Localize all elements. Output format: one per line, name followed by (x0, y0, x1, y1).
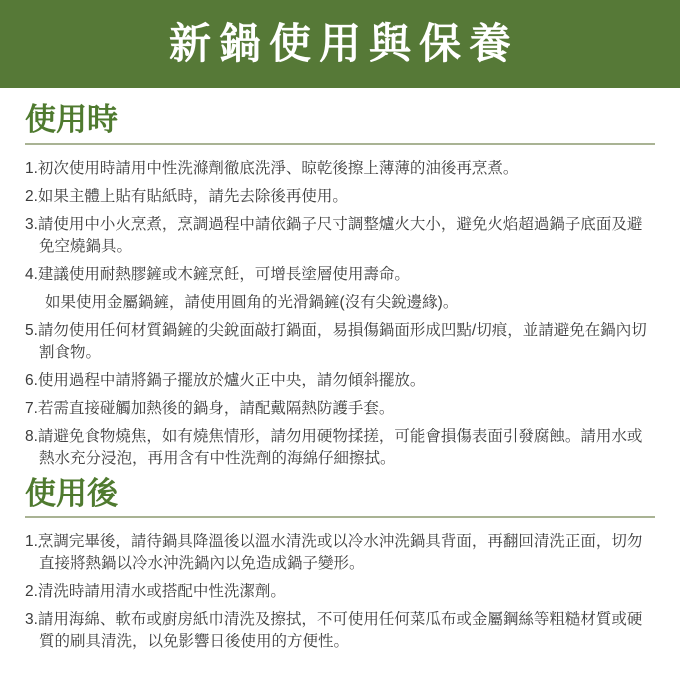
list-item: 3.請用海綿、軟布或廚房紙巾清洗及擦拭，不可使用任何菜瓜布或金屬鋼絲等粗糙材質或硬質的刷具清洗，以免影響日後使用的方便性。 (25, 611, 643, 651)
list-item: 2.如果主體上貼有貼紙時，請先去除後再使用。 (25, 187, 348, 205)
list-item: 6.使用過程中請將鍋子擺放於爐火正中央，請勿傾斜擺放。 (25, 371, 426, 389)
section-title-in-use: 使用時 (25, 102, 118, 137)
list-item: 8.請避免食物燒焦，如有燒焦情形，請勿用硬物揉搓，可能會損傷表面引發腐蝕。請用水或熱水充分浸泡，再用含有中性洗劑的海綿仔細擦拭。 (25, 427, 643, 467)
list-item: 1.初次使用時請用中性洗滌劑徹底洗淨、晾乾後擦上薄薄的油後再烹煮。 (25, 159, 519, 177)
section-divider (25, 516, 655, 518)
list-item: 4.建議使用耐熱膠鏟或木鏟烹飪，可增長塗層使用壽命。 (25, 265, 410, 283)
page-title: 新鍋使用與保養 (168, 20, 519, 67)
list-item: 3.請使用中小火烹煮，烹調過程中請依鍋子尺寸調整爐火大小，避免火焰超過鍋子底面及避免空燒鍋具。 (25, 215, 643, 255)
section-title-after-use: 使用後 (25, 475, 118, 511)
section-divider (25, 143, 655, 145)
content-area (0, 88, 680, 653)
list-item: 5.請勿使用任何材質鍋鏟的尖銳面敲打鍋面，易損傷鍋面形成凹點/切痕，並請避免在鍋內切割食物。 (25, 321, 647, 361)
list-item: 2.清洗時請用清水或搭配中性洗潔劑。 (25, 583, 286, 601)
list-item: 7.若需直接碰觸加熱後的鍋身，請配戴隔熱防護手套。 (25, 399, 395, 417)
list-item: 1.烹調完畢後，請待鍋具降溫後以溫水清洗或以冷水沖洗鍋具背面，再翻回清洗正面，切勿直接將熱鍋以冷水沖洗鍋內以免造成鍋子變形。 (25, 533, 643, 573)
header-banner (0, 0, 680, 88)
section-in-use (25, 102, 655, 470)
list-item-continuation: 如果使用金屬鍋鏟，請使用圓角的光滑鍋鏟(沒有尖銳邊緣)。 (45, 293, 459, 311)
section-after-use (25, 476, 655, 654)
